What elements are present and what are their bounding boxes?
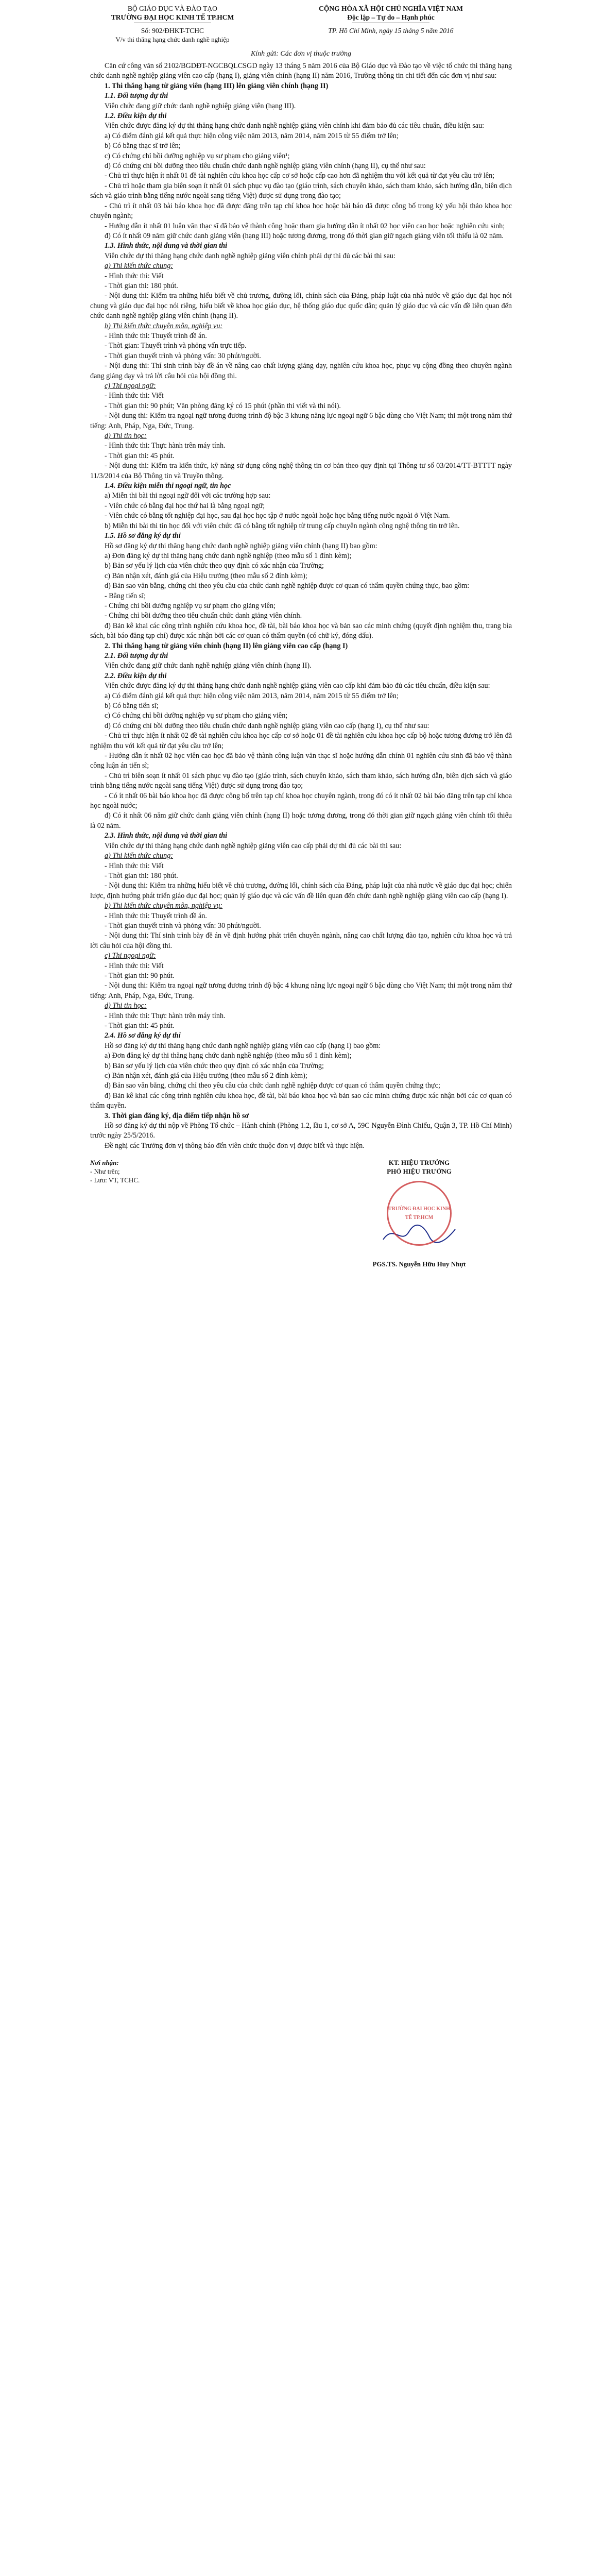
- section-heading: 1.2. Điều kiện dự thi: [105, 112, 167, 121]
- body-paragraph: - Nội dung thi: Thí sinh trình bày đề án về nâng cao chất lượng giảng dạy, nghiên cứu khoa học, phục vụ cộng đồng theo chuyên ngành đang giảng dạy và trả lời câu hỏi của hội đồng thi.: [90, 362, 512, 380]
- body-paragraph: đ) Có ít nhất 09 năm giữ chức danh giảng viên (hạng III) hoặc tương đương, trong đó thời gian giữ ngạch giảng viên tối thiểu là 02 năm.: [105, 231, 504, 240]
- body-paragraph: - Có ít nhất 06 bài báo khoa học đã được công bố trên tạp chí khoa học chuyên ngành, trong đó có ít nhất 02 bài báo đăng trên tạp chí khoa học ngoài nước;: [90, 791, 512, 810]
- body-paragraph: c) Có chứng chỉ bồi dưỡng nghiệp vụ sư phạm cho giảng viên¹;: [105, 151, 290, 160]
- body-paragraph: đ) Bản kê khai các công trình nghiên cứu khoa học, đề tài, bài báo khoa học và bản sao các minh chứng được xác nhận bởi các cơ quan có thẩm quyền.: [90, 1091, 512, 1110]
- body-paragraph: - Thời gian: Thuyết trình và phỏng vấn trực tiếp.: [105, 342, 247, 350]
- body-paragraph: - Chủ trì hoặc tham gia biên soạn ít nhất 01 sách phục vụ đào tạo (giáo trình, sách chuyên khảo, sách tham khảo, sách hướng dẫn, biên dịch sách và giáo trình bằng tiếng nước ngoài sang tiếng Việt) được sử dụng trong đào tạo;: [90, 181, 512, 200]
- body-paragraph: d) Bản sao văn bằng, chứng chỉ theo yêu cầu của chức danh nghề nghiệp được cơ quan có thẩm quyền chứng thực;: [105, 1081, 440, 1090]
- section-heading: 1.1. Đối tượng dự thi: [105, 92, 168, 100]
- body-paragraph: - Thời gian thi: 90 phút; Văn phòng đăng ký có 15 phút (phần thi viết và thi nói).: [105, 401, 341, 410]
- body-paragraph: đ) Có ít nhất 06 năm giữ chức danh giảng viên chính (hạng II) hoặc tương đương, trong đó thời gian giữ ngạch giảng viên chính tối thiểu là 02 năm.: [90, 811, 512, 830]
- recipients-title: Nơi nhận:: [90, 1159, 119, 1167]
- signer-block: [326, 1158, 512, 1268]
- body-paragraph: Hồ sơ đăng ký dự thi thăng hạng chức danh nghề nghiệp giảng viên cao cấp (hạng I) bao gồm:: [105, 1041, 381, 1050]
- body-paragraph: b) Có bằng thạc sĩ trở lên;: [105, 142, 181, 150]
- body-paragraph: Viên chức đang giữ chức danh nghề nghiệp giảng viên chính (hạng II).: [105, 662, 312, 670]
- section-heading: 1.3. Hình thức, nội dung và thời gian thi: [105, 242, 228, 250]
- section-heading: d) Thi tin học:: [105, 1002, 147, 1010]
- body-paragraph: Viên chức được đăng ký dự thi thăng hạng chức danh nghề nghiệp giảng viên cao cấp khi đảm bảo đủ các tiêu chuẩn, điều kiện sau:: [105, 682, 490, 690]
- body-paragraph: a) Có điểm đánh giá kết quả thực hiện công việc năm 2013, năm 2014, năm 2015 từ 55 điểm trở lên;: [105, 691, 399, 700]
- signer-title-2: PHÓ HIỆU TRƯỞNG: [387, 1167, 452, 1176]
- body-paragraph: Viên chức dự thi thăng hạng chức danh nghề nghiệp giảng viên cao cấp phải dự thi đủ các bài thi sau:: [105, 841, 402, 850]
- section-heading: a) Thi kiến thức chung:: [105, 262, 174, 270]
- body-paragraph: - Chứng chỉ bồi dưỡng theo tiêu chuẩn chức danh giảng viên chính.: [105, 612, 302, 620]
- body-paragraph: Viên chức dự thi thăng hạng chức danh nghề nghiệp giảng viên chính phải dự thi đủ các bài thi sau:: [105, 251, 395, 260]
- body-paragraph: - Chứng chỉ bồi dưỡng nghiệp vụ sư phạm cho giảng viên;: [105, 601, 276, 610]
- body-paragraph: d) Có chứng chỉ bồi dưỡng theo tiêu chuẩn chức danh nghề nghiệp giảng viên chính (hạng II), cụ thể như sau:: [105, 162, 426, 171]
- body-paragraph: - Thời gian thi: 45 phút.: [105, 451, 175, 460]
- body-paragraph: Đề nghị các Trưởng đơn vị thông báo đến viên chức thuộc đơn vị được biết và thực hiện.: [105, 1141, 365, 1150]
- document-number: Số: 902/ĐHKT-TCHC: [141, 27, 204, 35]
- body-paragraph: a) Miễn thi bài thi ngoại ngữ đối với các trường hợp sau:: [105, 492, 271, 500]
- body-paragraph: - Nội dung thi: Kiểm tra những hiểu biết về chủ trương, đường lối, chính sách của Đảng, pháp luật của nhà nước về giáo dục đại học nói chung và giáo dục đại học nói riêng, hiểu biết về khoa học giáo dục, hệ thống giáo dục quốc dân; quản lý giáo dục và các vấn đề liên quan đến chức danh nghề nghiệp giảng viên chính (hạng II).: [90, 292, 512, 320]
- signer-name: PGS.TS. Nguyễn Hữu Huy Nhựt: [372, 1260, 466, 1268]
- body-paragraph: đ) Bản kê khai các công trình nghiên cứu khoa học, đề tài, bài báo khoa học và bản sao các minh chứng (quyết định nghiệm thu, trang bìa sách, bài báo đăng tạp chí) được xác nhận bởi các cơ quan có thẩm quyền (có chữ ký, đóng dấu).: [90, 621, 512, 640]
- body-paragraph: - Hướng dẫn ít nhất 01 luận văn thạc sĩ đã bảo vệ thành công hoặc tham gia hướng dẫn ít nhất 02 học viên cao học hoặc nghiên cứu sinh;: [105, 222, 505, 230]
- signature-block: [90, 1158, 512, 1268]
- signer-title-1: KT. HIỆU TRƯỞNG: [388, 1159, 450, 1167]
- body-paragraph: c) Bản nhận xét, đánh giá của Hiệu trưởng (theo mẫu số 2 đính kèm);: [105, 1072, 307, 1080]
- body-paragraph: Viên chức được đăng ký dự thi thăng hạng chức danh nghề nghiệp giảng viên chính khi đảm bảo đủ các tiêu chuẩn, điều kiện sau:: [105, 122, 485, 130]
- body-paragraph: - Nội dung thi: Kiểm tra những hiểu biết về chủ trương, đường lối, chính sách của Đảng, pháp luật của nhà nước về giáo dục đại học; chiến lược, định hướng phát triển giáo dục đại học; quản lý giáo dục và các vấn đề liên quan đến chức danh nghề nghiệp giảng viên cao cấp (hạng I).: [90, 882, 512, 900]
- body-paragraph: - Hình thức thi: Viết: [105, 272, 164, 280]
- recipients-list: [90, 1158, 224, 1268]
- body-paragraph: Hồ sơ đăng ký dự thi nộp về Phòng Tổ chức – Hành chính (Phòng 1.2, lầu 1, cơ sở A, 59C Nguyễn Đình Chiểu, Quận 3, TP. Hồ Chí Minh) trước ngày 25/5/2016.: [90, 1122, 512, 1140]
- document-subject: V/v thi thăng hạng chức danh nghề nghiệp: [115, 36, 230, 43]
- body-paragraph: - Thời gian thi: 180 phút.: [105, 281, 178, 290]
- section-heading: 1.5. Hồ sơ đăng ký dự thi: [105, 532, 181, 540]
- body-paragraph: - Thời gian thuyết trình và phỏng vấn: 30 phút/người.: [105, 921, 261, 930]
- body-paragraph: - Hình thức thi: Viết: [105, 392, 164, 400]
- body-paragraph: - Hướng dẫn ít nhất 02 học viên cao học đã bảo vệ thành công luận văn thạc sĩ hoặc hướng dẫn chính 01 nghiên cứu sinh đã bảo vệ thành công luận án tiến sĩ;: [90, 752, 512, 770]
- section-heading: 2.3. Hình thức, nội dung và thời gian thi: [105, 832, 228, 840]
- body-paragraph: - Chủ trì biên soạn ít nhất 01 sách phục vụ đào tạo (giáo trình, sách chuyên khảo, sách tham khảo, sách hướng dẫn, biên dịch sách và giáo trình bằng tiếng nước ngoài sang tiếng Việt) được sử dụng trong đào tạo;: [90, 771, 512, 790]
- section-heading: 1.4. Điều kiện miễn thi ngoại ngữ, tin học: [105, 482, 231, 490]
- national-motto: Độc lập – Tự do – Hạnh phúc: [347, 13, 435, 21]
- section-heading: 1. Thi thăng hạng từ giảng viên (hạng III) lên giảng viên chính (hạng II): [105, 81, 329, 90]
- body-paragraph: - Hình thức thi: Thuyết trình đề án.: [105, 911, 207, 920]
- body-paragraph: - Hình thức thi: Thuyết trình đề án.: [105, 331, 207, 340]
- national-block: [270, 4, 512, 44]
- body-paragraph: - Thời gian thi: 90 phút.: [105, 971, 175, 980]
- body-paragraph: b) Bản sơ yếu lý lịch của viên chức theo quy định có xác nhận của Trường;: [105, 1061, 324, 1070]
- recipient-line: Kính gửi: Các đơn vị thuộc trường: [250, 50, 352, 58]
- body-paragraph: b) Bản sơ yếu lý lịch của viên chức theo quy định có xác nhận của Trường;: [105, 562, 324, 570]
- official-stamp: [387, 1181, 452, 1246]
- section-heading: 2.4. Hồ sơ đăng ký dự thi: [105, 1031, 181, 1040]
- body-paragraph: - Thời gian thi: 45 phút.: [105, 1022, 175, 1030]
- issuer-block: [90, 4, 255, 44]
- recipient-item: - Như trên;: [90, 1167, 120, 1176]
- intro-paragraph: Căn cứ công văn số 2102/BGDĐT-NGCBQLCSGD ngày 13 tháng 5 năm 2016 của Bộ Giáo dục và Đào tạo về việc tổ chức thi thăng hạng chức danh nghề nghiệp giảng viên cao cấp (hạng I), giảng viên chính (hạng II) năm 2016, Trường thông tin chi tiết đến các đơn vị như sau:: [90, 62, 512, 80]
- university-name: TRƯỜNG ĐẠI HỌC KINH TẾ TP.HCM: [111, 13, 234, 21]
- body-paragraph: c) Có chứng chỉ bồi dưỡng nghiệp vụ sư phạm cho giảng viên;: [105, 711, 288, 720]
- body-paragraph: b) Có bằng tiến sĩ;: [105, 702, 159, 710]
- body-paragraph: - Thời gian thi: 180 phút.: [105, 871, 178, 880]
- body-paragraph: - Hình thức thi: Thực hành trên máy tính.: [105, 1011, 226, 1020]
- ministry-name: BỘ GIÁO DỤC VÀ ĐÀO TẠO: [128, 5, 217, 12]
- body-paragraph: - Chủ trì thực hiện ít nhất 02 đề tài nghiên cứu khoa học cấp cơ sở hoặc 01 đề tài nghiên cứu khoa học cấp bộ hoặc tương đương trở lên đã nghiệm thu với kết quả từ đạt yêu cầu trở lên;: [90, 732, 512, 750]
- body-paragraph: - Chủ trì thực hiện ít nhất 01 đề tài nghiên cứu khoa học cấp cơ sở hoặc cấp cao hơn đã nghiệm thu với kết quả từ đạt yêu cầu trở lên;: [105, 172, 495, 180]
- body-paragraph: - Hình thức thi: Viết: [105, 861, 164, 870]
- body-paragraph: c) Bản nhận xét, đánh giá của Hiệu trưởng (theo mẫu số 2 đính kèm);: [105, 571, 307, 580]
- body-paragraph: a) Đơn đăng ký dự thi thăng hạng chức danh nghề nghiệp (theo mẫu số 1 đính kèm);: [105, 551, 352, 560]
- section-heading: c) Thi ngoại ngữ:: [105, 382, 156, 390]
- section-heading: d) Thi tin học:: [105, 432, 147, 440]
- body-paragraph: d) Có chứng chỉ bồi dưỡng theo tiêu chuẩn chức danh nghề nghiệp giảng viên cao cấp (hạng I), cụ thể như sau:: [105, 721, 429, 730]
- body-paragraph: Viên chức đang giữ chức danh nghề nghiệp giảng viên (hạng III).: [105, 101, 296, 110]
- body-paragraph: - Nội dung thi: Kiểm tra kiến thức, kỹ năng sử dụng công nghệ thông tin cơ bản theo quy định tại Thông tư số 03/2014/TT-BTTTT ngày 11/3/2014 của Bộ Thông tin và Truyền thông.: [90, 462, 512, 480]
- section-heading: 3. Thời gian đăng ký, địa điểm tiếp nhận hồ sơ: [105, 1111, 249, 1120]
- section-heading: 2.1. Đối tượng dự thi: [105, 651, 168, 660]
- document-header: [90, 0, 512, 44]
- body-paragraph: - Nội dung thi: Kiểm tra ngoại ngữ tương đương trình độ bậc 3 khung năng lực ngoại ngữ 6 bậc dùng cho Việt Nam; thi một trong năm thứ tiếng: Anh, Pháp, Nga, Đức, Trung.: [90, 412, 512, 430]
- section-heading: c) Thi ngoại ngữ:: [105, 952, 156, 960]
- body-paragraph: Hồ sơ đăng ký dự thi thăng hạng chức danh nghề nghiệp giảng viên chính (hạng II) bao gồm:: [105, 541, 377, 550]
- stamp-text: TRƯỜNG ĐẠI HỌC KINH TẾ TP.HCM: [388, 1206, 450, 1221]
- body-paragraph: d) Bản sao văn bằng, chứng chỉ theo yêu cầu của chức danh nghề nghiệp được cơ quan có thẩm quyền chứng thực, bao gồm:: [105, 582, 470, 590]
- section-heading: b) Thi kiến thức chuyên môn, nghiệp vụ:: [105, 321, 223, 330]
- body-paragraph: - Thời gian thuyết trình và phỏng vấn: 30 phút/người.: [105, 351, 261, 360]
- body-paragraph: - Hình thức thi: Viết: [105, 961, 164, 970]
- section-heading: b) Thi kiến thức chuyên môn, nghiệp vụ:: [105, 902, 223, 910]
- body-paragraph: - Hình thức thi: Thực hành trên máy tính.: [105, 442, 226, 450]
- body-paragraph: a) Có điểm đánh giá kết quả thực hiện công việc năm 2013, năm 2014, năm 2015 từ 55 điểm trở lên;: [105, 131, 399, 140]
- body-paragraph: b) Miễn thi bài thi tin học đối với viên chức đã có bằng tốt nghiệp từ trung cấp chuyên ngành công nghệ thông tin trở lên.: [105, 521, 460, 530]
- place-date: TP. Hồ Chí Minh, ngày 15 tháng 5 năm 2016: [328, 27, 454, 35]
- body-paragraph: - Nội dung thi: Thí sinh trình bày đề án về định hướng phát triển chuyên ngành, nâng cao chất lượng đào tạo, nghiên cứu khoa học và trả lời câu hỏi của hội đồng thi.: [90, 931, 512, 950]
- body-paragraph: - Viên chức có bằng tốt nghiệp đại học, sau đại học học tập ở nước ngoài hoặc học bằng tiếng nước ngoài ở Việt Nam.: [105, 512, 450, 520]
- document-body: [90, 61, 512, 1151]
- body-paragraph: - Viên chức có bằng đại học thứ hai là bằng ngoại ngữ;: [105, 501, 265, 510]
- section-heading: a) Thi kiến thức chung:: [105, 852, 174, 860]
- section-heading: 2.2. Điều kiện dự thi: [105, 671, 167, 680]
- body-paragraph: - Bằng tiến sĩ;: [105, 591, 146, 600]
- body-paragraph: - Nội dung thi: Kiểm tra ngoại ngữ tương đương trình độ bậc 4 khung năng lực ngoại ngữ 6 bậc dùng cho Việt Nam; thi một trong năm thứ tiếng: Anh, Pháp, Nga, Đức, Trung.: [90, 981, 512, 1000]
- body-paragraph: - Chủ trì ít nhất 03 bài báo khoa học đã được đăng trên tạp chí khoa học hoặc bài báo đã được công bố trong kỷ yếu hội thảo khoa học chuyên ngành;: [90, 201, 512, 221]
- country-name: CỘNG HÒA XÃ HỘI CHỦ NGHĨA VIỆT NAM: [319, 5, 463, 12]
- section-heading: 2. Thi thăng hạng từ giảng viên chính (hạng II) lên giảng viên cao cấp (hạng I): [105, 641, 348, 650]
- body-paragraph: a) Đơn đăng ký dự thi thăng hạng chức danh nghề nghiệp (theo mẫu số 1 đính kèm);: [105, 1052, 352, 1060]
- recipient-item: - Lưu: VT, TCHC.: [90, 1176, 140, 1184]
